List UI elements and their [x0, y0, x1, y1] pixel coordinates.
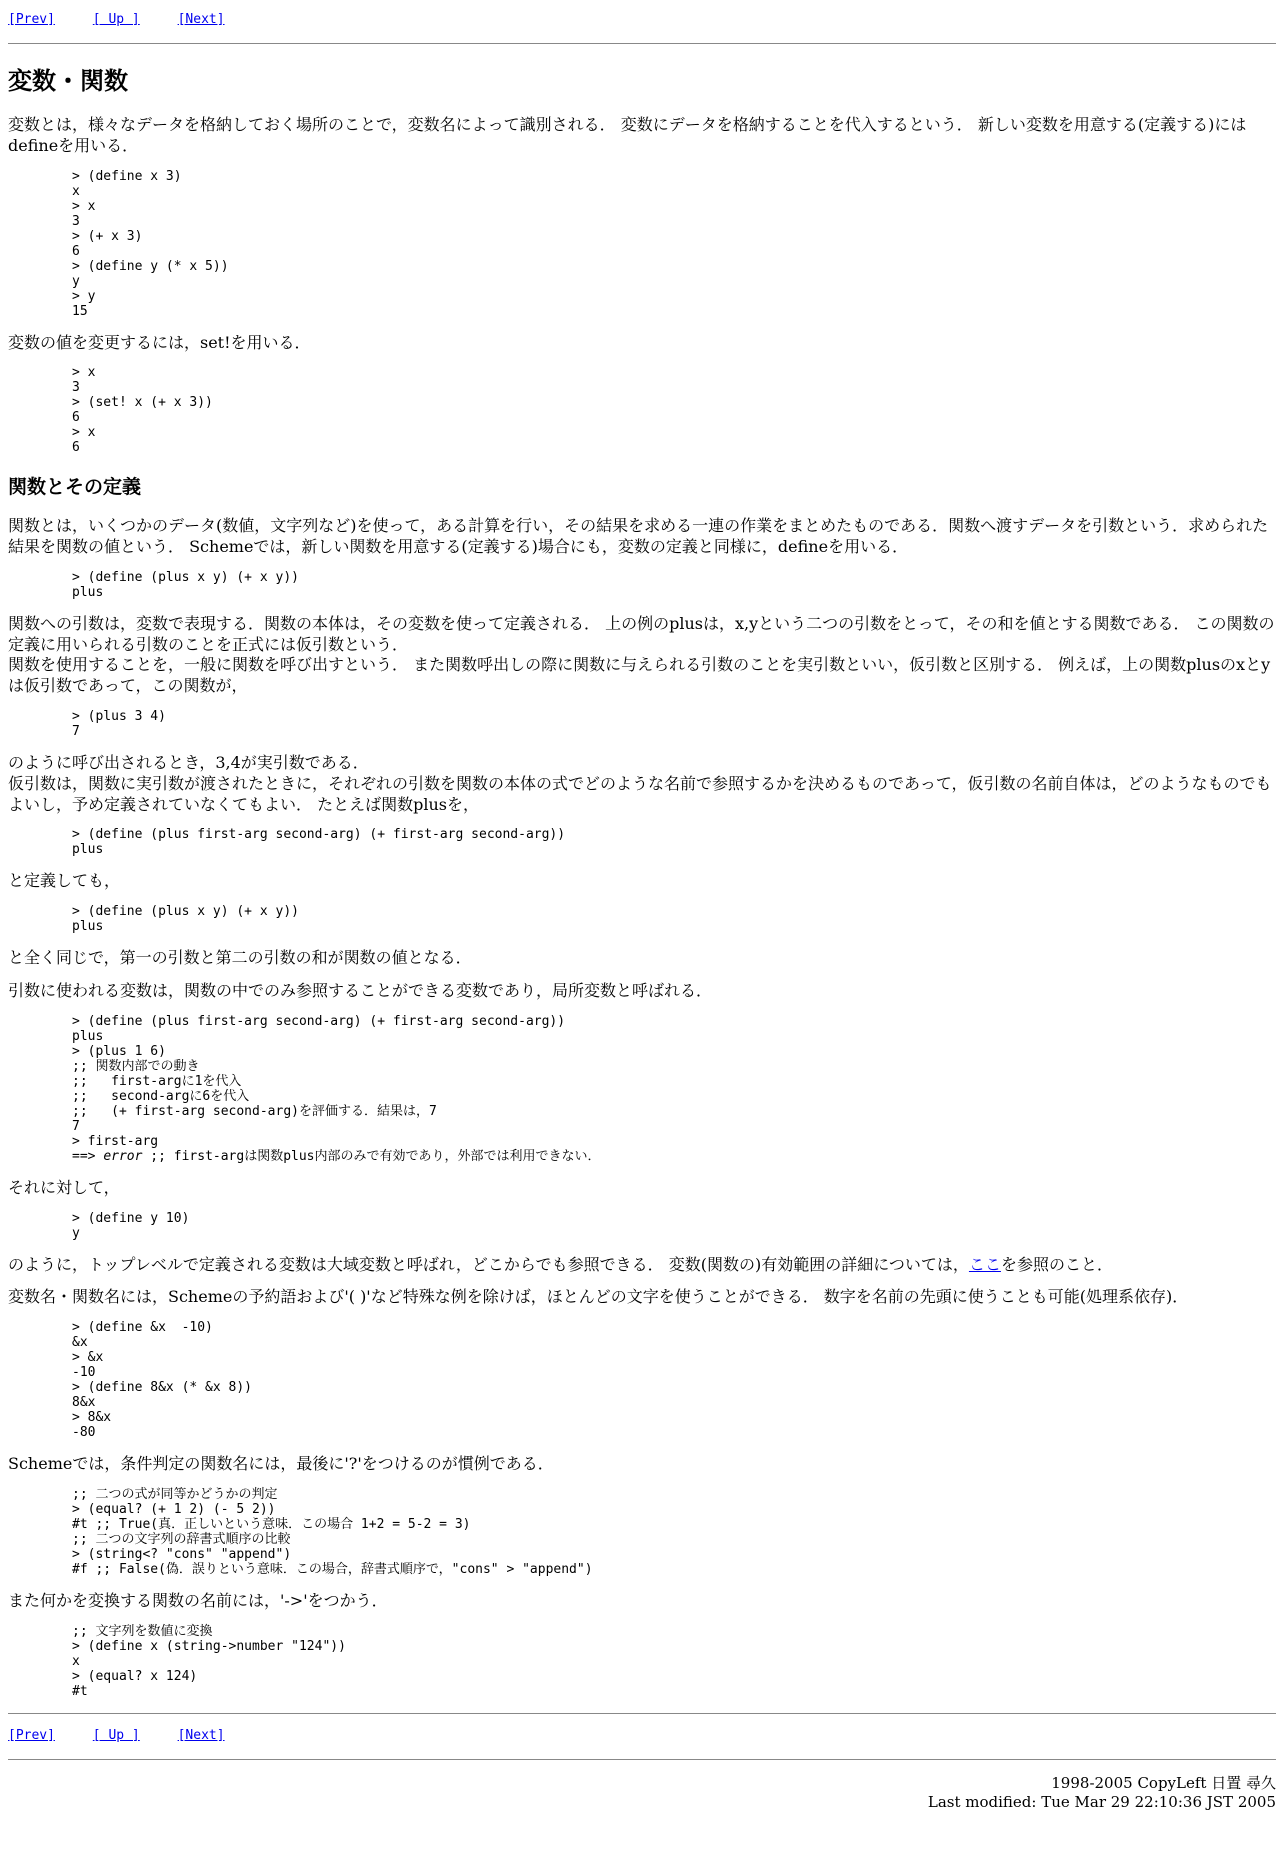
text: 関数への引数は，変数で表現する．関数の本体は，その変数を使って定義される． 上の例のplusは，x,yという二つの引数をとって，その和を値とする関数である． この関数の定義に用いられる引数のことを正式には仮引数という．	[8, 613, 1275, 654]
paragraph: 関数とは，いくつかのデータ(数値，文字列など)を使って，ある計算を行い，その結果を求める一連の作業をまとめたものである．関数へ渡すデータを引数という．求められた結果を関数の値という． Schemeでは，新しい関数を用意する(定義する)場合にも，変数の定義と同様に，defineを用いる．	[8, 516, 1269, 556]
text: 関数を使用することを，一般に関数を呼び出すという． また関数呼出しの際に関数に与えられる引数のことを実引数といい，仮引数と区別する． 例えば，上の関数plusのxとyは仮引数であって，この関数が，	[8, 655, 1271, 696]
paragraph: それに対して，	[8, 1177, 120, 1197]
code-block: ;; 文字列を数値に変換 > (define x (string->number "124")) x > (equal? x 124) #t	[72, 1623, 346, 1699]
code-text: ;; first-argは関数plus内部のみで有効であり，外部では利用できない．	[142, 1148, 601, 1164]
copyright: 1998-2005 CopyLeft 日置 尋久	[1051, 1773, 1276, 1792]
text: のように呼び出されるとき，3,4が実引数である．	[8, 752, 369, 772]
paragraph: と定義しても，	[8, 871, 121, 891]
code-block: > (define (plus x y) (+ x y)) plus	[72, 904, 299, 935]
paragraph	[8, 753, 1276, 815]
text: 仮引数は，関数に実引数が渡されたときに，それぞれの引数を関数の本体の式でどのような名前で参照するかを決めるものであって，仮引数の名前自体は，どのようなものでもよいし，予め定義されていなくてもよい． たとえば関数plusを，	[8, 773, 1272, 814]
paragraph: Schemeでは，条件判定の関数名には，最後に'?'をつけるのが慣例である．	[8, 1454, 554, 1474]
error-text: error	[103, 1148, 143, 1164]
paragraph	[8, 1255, 1276, 1276]
code-block: > (define (plus first-arg second-arg) (+ first-arg second-arg)) plus	[72, 827, 566, 858]
prev-link[interactable]: [Prev]	[8, 1727, 55, 1743]
text: を参照のこと．	[1000, 1254, 1113, 1274]
up-link[interactable]: [ Up ]	[92, 1727, 140, 1743]
last-modified: Last modified: Tue Mar 29 22:10:36 JST 2005	[927, 1793, 1276, 1812]
paragraph: 変数名・関数名には，Schemeの予約語および'( )'など特殊な例を除けば，ほとんどの文字を使うことができる． 数字を名前の先頭に使うことも可能(処理系依存)．	[8, 1287, 1189, 1307]
code-block: ;; 二つの式が同等かどうかの判定 > (equal? (+ 1 2) (- 5 2)) #t ;; True(真．正しいという意味．この場合 1+2 = 5-2 = 3) ;; 二つの文字列の辞書式順序の比較 > (string<? "cons" "append") #f ;; False(偽．誤りという意味．この場合，辞書式順序で，"cons" > "append")	[72, 1486, 593, 1577]
text: のように，トップレベルで定義される変数は大域変数と呼ばれ，どこからでも参照できる． 変数(関数の)有効範囲の詳細については，	[8, 1254, 969, 1274]
code-block: > x 3 > (set! x (+ x 3)) 6 > x 6	[72, 365, 213, 456]
paragraph: また何かを変換する関数の名前には，'->'をつかう．	[8, 1590, 388, 1610]
next-link[interactable]: [Next]	[177, 1727, 225, 1743]
top-nav	[8, 12, 1276, 29]
code-block: > (define x 3) x > x 3 > (+ x 3) 6 > (define y (* x 5)) y > y 15	[72, 168, 229, 319]
page-title: 変数・関数	[8, 66, 128, 95]
code-block: > (plus 3 4) 7	[72, 708, 166, 739]
prev-link[interactable]: [Prev]	[8, 12, 55, 27]
code-block: > (define &x -10) &x > &x -10 > (define 8&x (* &x 8)) 8&x > 8&x -80	[72, 1320, 253, 1441]
paragraph: 引数に使われる変数は，関数の中でのみ参照することができる変数であり，局所変数と呼ばれる．	[8, 980, 713, 1000]
code-block	[72, 1014, 1276, 1164]
bottom-nav	[8, 1728, 1276, 1745]
divider	[8, 1759, 1276, 1760]
paragraph	[8, 614, 1276, 697]
paragraph: 変数の値を変更するには，set!を用いる．	[8, 332, 311, 352]
scope-link[interactable]: ここ	[968, 1254, 1001, 1274]
footer	[8, 1774, 1276, 1813]
section-title: 関数とその定義	[8, 476, 142, 499]
up-link[interactable]: [ Up ]	[92, 12, 140, 27]
code-text: > (define (plus first-arg second-arg) (+ first-arg second-arg)) plus > (plus 1 6) ;; 関数内部での動き ;; first-argに1を代入 ;; second-argに6を代入 ;; (+ first-arg second-arg)を評価する．結果は，7 7 > first-arg ==>	[72, 1013, 566, 1164]
paragraph: と全く同じで，第一の引数と第二の引数の和が関数の値となる．	[8, 948, 472, 968]
code-block: > (define y 10) y	[72, 1210, 190, 1241]
divider	[8, 43, 1276, 44]
code-block: > (define (plus x y) (+ x y)) plus	[72, 569, 299, 600]
page	[0, 12, 1284, 1813]
divider	[8, 1713, 1276, 1714]
paragraph: 変数とは，様々なデータを格納しておく場所のことで，変数名によって識別される． 変数にデータを格納することを代入するという． 新しい変数を用意する(定義する)にはdefineを用いる．	[8, 115, 1247, 155]
next-link[interactable]: [Next]	[177, 12, 225, 27]
